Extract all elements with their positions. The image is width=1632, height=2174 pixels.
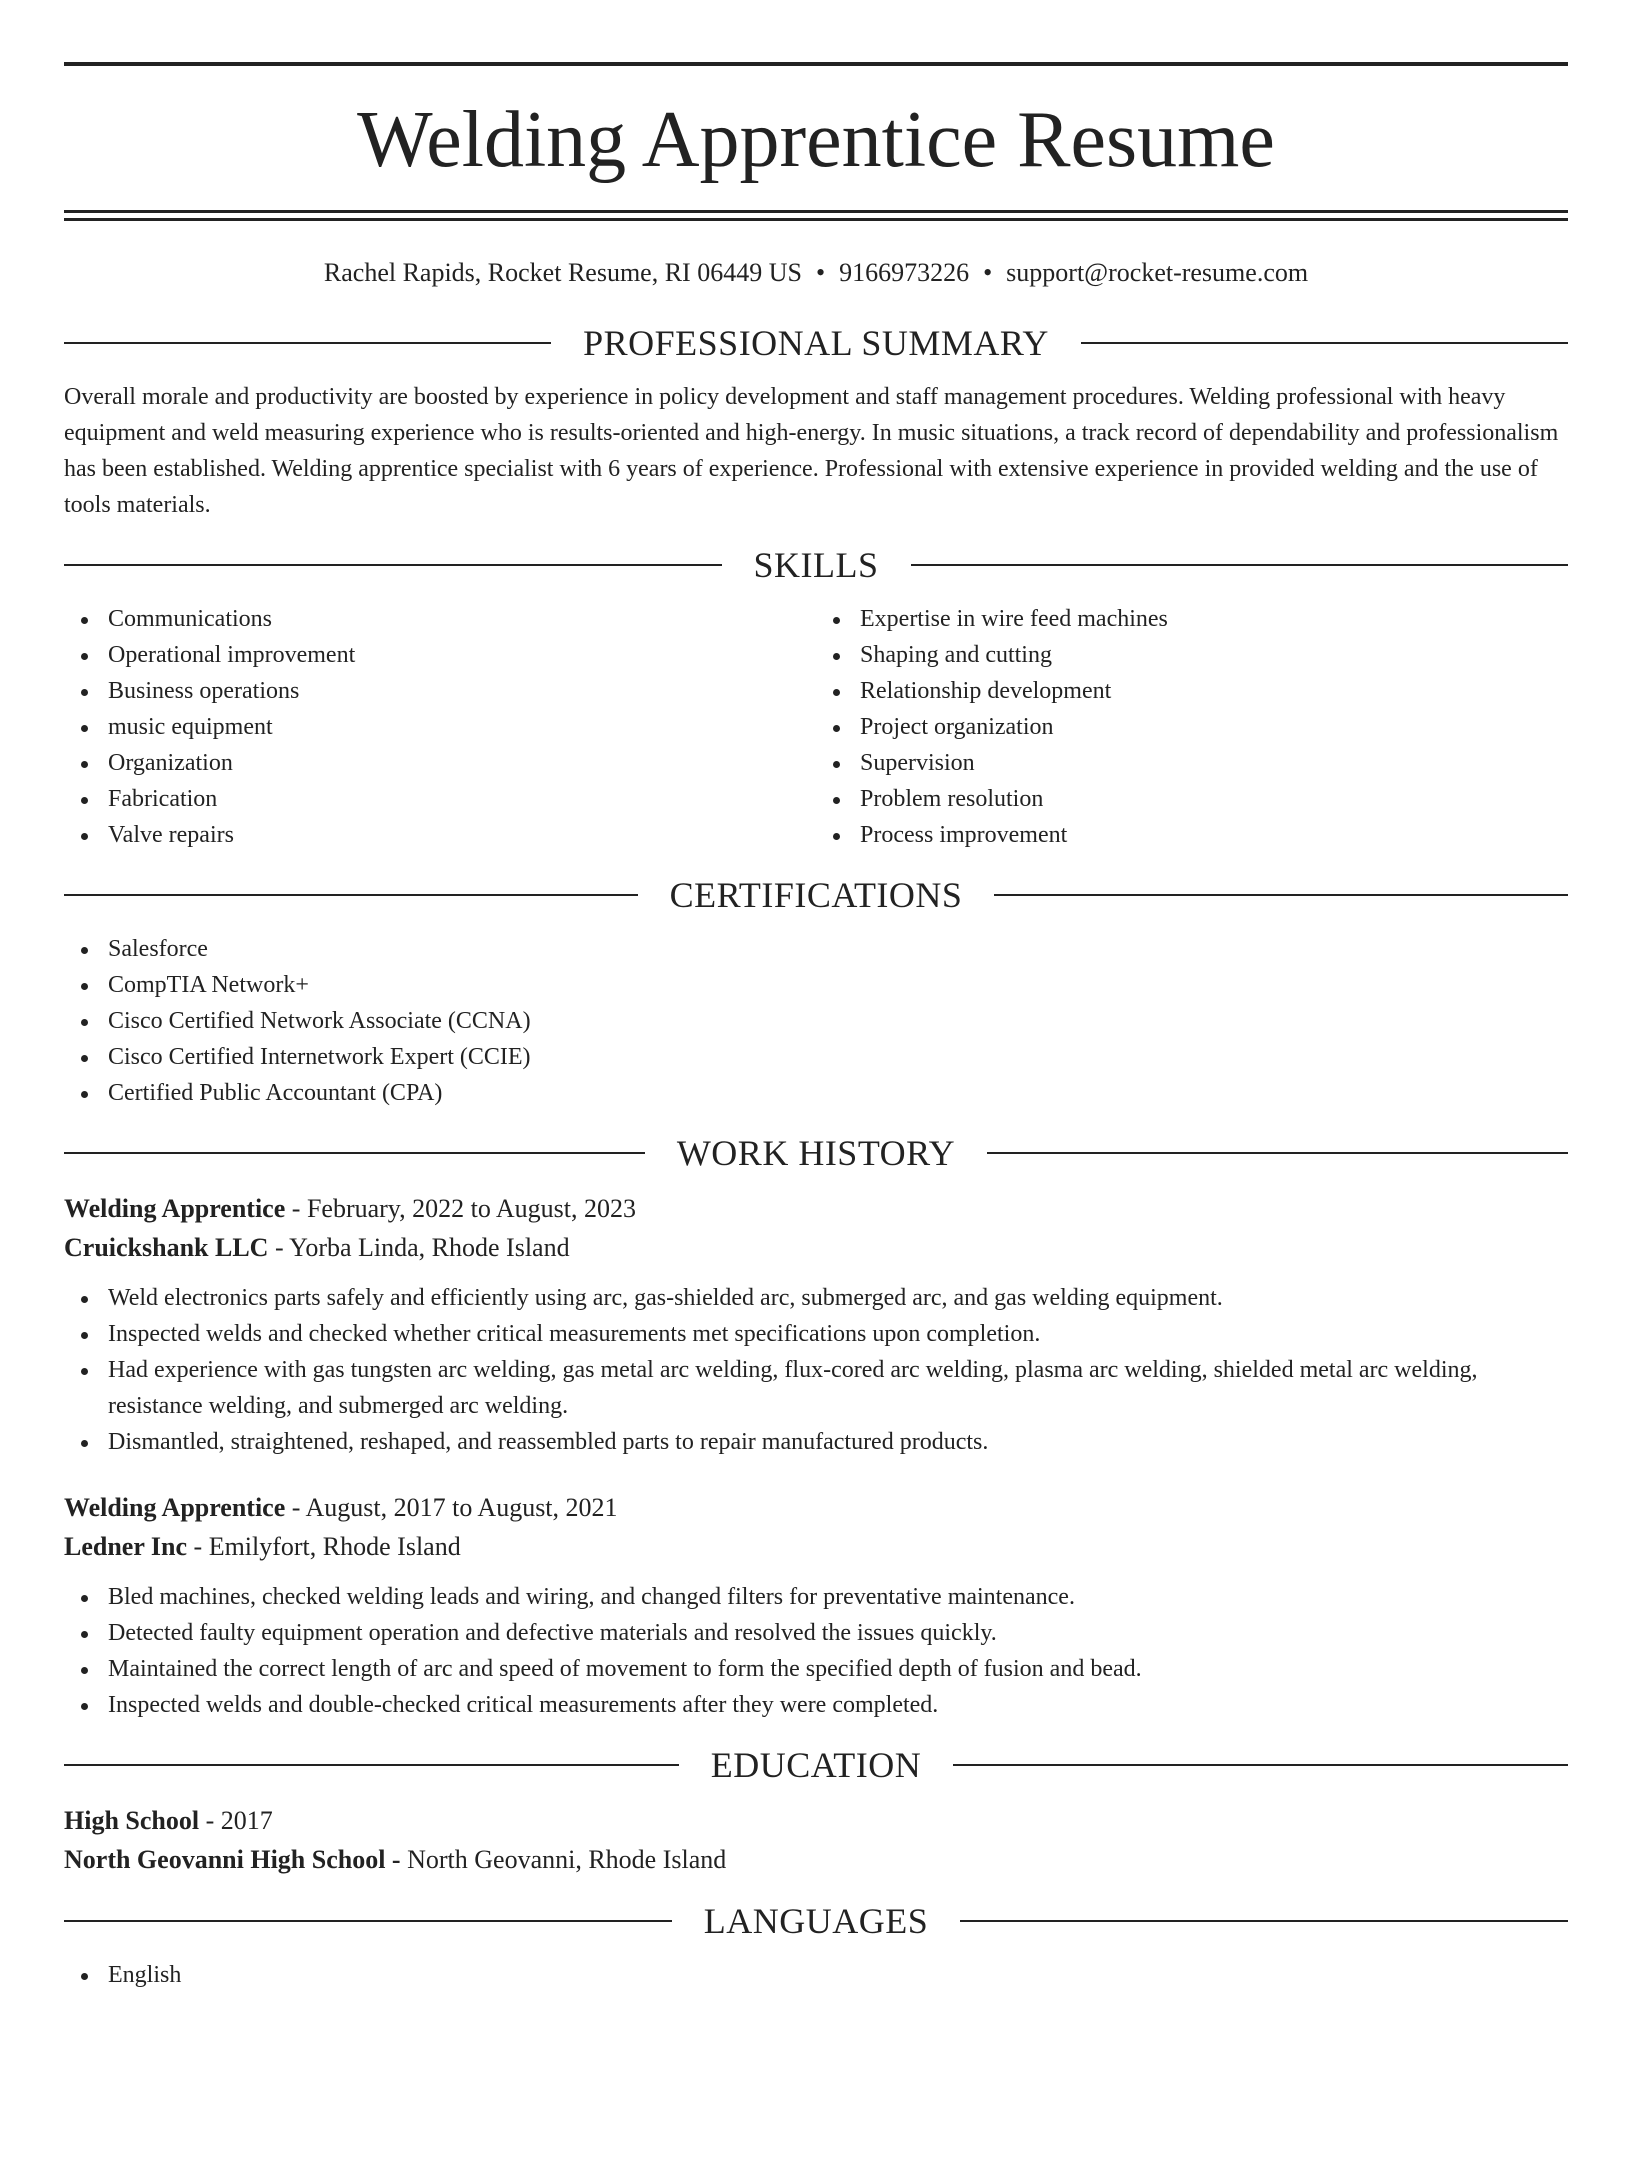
list-item: Inspected welds and checked whether critical measurements met specifications upon completion.: [64, 1316, 1568, 1352]
heading-rule: [911, 564, 1569, 566]
section-heading-education: [64, 1745, 1568, 1785]
section-title: CERTIFICATIONS: [669, 875, 963, 915]
list-item: Problem resolution: [816, 781, 1568, 817]
list-item: Process improvement: [816, 817, 1568, 853]
education-year: - 2017: [199, 1806, 273, 1835]
education-entry: [64, 1801, 1568, 1879]
section-heading-summary: [64, 323, 1568, 363]
education-degree: High School: [64, 1806, 200, 1835]
job-title: Welding Apprentice: [64, 1493, 286, 1522]
list-item: Organization: [64, 745, 816, 781]
job-dates: - August, 2017 to August, 2021: [285, 1493, 618, 1522]
heading-rule: [64, 564, 722, 566]
list-item: Project organization: [816, 709, 1568, 745]
list-item: Communications: [64, 601, 816, 637]
top-rule: [64, 62, 1568, 66]
list-item: Operational improvement: [64, 637, 816, 673]
resume-page: [0, 62, 1632, 2174]
education-school: North Geovanni High School -: [64, 1845, 401, 1874]
contact-email[interactable]: support@rocket-resume.com: [1006, 258, 1309, 287]
list-item: Maintained the correct length of arc and speed of movement to form the specified depth of fusion and bead.: [64, 1651, 1568, 1687]
list-item: Cisco Certified Internetwork Expert (CCIE): [64, 1039, 1568, 1075]
job-location: - Yorba Linda, Rhode Island: [268, 1233, 570, 1262]
list-item: Dismantled, straightened, reshaped, and reassembled parts to repair manufactured products.: [64, 1424, 1568, 1460]
list-item: music equipment: [64, 709, 816, 745]
list-item: Certified Public Accountant (CPA): [64, 1075, 1568, 1111]
list-item: Business operations: [64, 673, 816, 709]
section-title: EDUCATION: [710, 1745, 922, 1785]
contact-line: [64, 257, 1568, 289]
list-item: Weld electronics parts safely and efficiently using arc, gas-shielded arc, submerged arc, and gas welding equipment.: [64, 1280, 1568, 1316]
resume-title: Welding Apprentice Resume: [357, 96, 1275, 184]
education-location: North Geovanni, Rhode Island: [400, 1845, 727, 1874]
list-item: Valve repairs: [64, 817, 816, 853]
section-heading-languages: [64, 1901, 1568, 1941]
heading-rule: [953, 1764, 1568, 1766]
section-title: PROFESSIONAL SUMMARY: [583, 323, 1049, 363]
heading-rule: [987, 1152, 1568, 1154]
contact-separator: •: [983, 258, 993, 287]
skills-columns: [64, 601, 1568, 853]
section-heading-certifications: [64, 875, 1568, 915]
summary-text: Overall morale and productivity are boosted by experience in policy development and staff management procedures. Welding professional with heavy equipment and weld measuring experience who is results-oriented and high-energy. In music situations, a track record of dependability and professionalism has been established. Welding apprentice specialist with 6 years of experience. Professional with extensive experience in provided welding and the use of tools materials.: [64, 384, 1559, 518]
education-degree-line: [64, 1801, 1568, 1840]
list-item: Bled machines, checked welding leads and wiring, and changed filters for preventative maintenance.: [64, 1579, 1568, 1615]
contact-phone: 9166973226: [839, 258, 970, 287]
job-company-line: [64, 1228, 1568, 1267]
list-item: Cisco Certified Network Associate (CCNA): [64, 1003, 1568, 1039]
heading-rule: [64, 894, 638, 896]
heading-rule: [64, 1764, 679, 1766]
section-title: WORK HISTORY: [676, 1133, 956, 1173]
job-entry: [64, 1488, 1568, 1723]
job-title-line: [64, 1488, 1568, 1527]
job-company: Ledner Inc: [64, 1532, 188, 1561]
list-item: Salesforce: [64, 931, 1568, 967]
section-heading-work-history: [64, 1133, 1568, 1173]
list-item: English: [64, 1957, 1568, 1993]
list-item: Relationship development: [816, 673, 1568, 709]
skills-list-left: [64, 601, 816, 853]
job-location: - Emilyfort, Rhode Island: [187, 1532, 461, 1561]
list-item: Had experience with gas tungsten arc welding, gas metal arc welding, flux-cored arc welding, plasma arc welding, shielded metal arc welding, resistance welding, and submerged arc welding.: [64, 1352, 1568, 1424]
job-company: Cruickshank LLC: [64, 1233, 269, 1262]
languages-list: [64, 1957, 1568, 1993]
education-school-line: [64, 1840, 1568, 1879]
list-item: Fabrication: [64, 781, 816, 817]
skills-list-right: [816, 601, 1568, 853]
section-title: LANGUAGES: [703, 1901, 929, 1941]
list-item: Inspected welds and double-checked critical measurements after they were completed.: [64, 1687, 1568, 1723]
list-item: Detected faulty equipment operation and defective materials and resolved the issues quickly.: [64, 1615, 1568, 1651]
job-entry: [64, 1189, 1568, 1460]
heading-rule: [994, 894, 1568, 896]
heading-rule: [1081, 342, 1568, 344]
heading-rule: [64, 1152, 645, 1154]
heading-rule: [64, 342, 551, 344]
job-company-line: [64, 1527, 1568, 1566]
heading-rule: [64, 1920, 672, 1922]
job-bullets: [64, 1280, 1568, 1460]
title-double-rule: [64, 210, 1568, 221]
contact-address: Rachel Rapids, Rocket Resume, RI 06449 US: [323, 258, 802, 287]
list-item: Supervision: [816, 745, 1568, 781]
section-title: SKILLS: [753, 545, 879, 585]
heading-rule: [960, 1920, 1568, 1922]
list-item: Shaping and cutting: [816, 637, 1568, 673]
certifications-list: [64, 931, 1568, 1111]
job-bullets: [64, 1579, 1568, 1723]
section-heading-skills: [64, 545, 1568, 585]
job-title: Welding Apprentice: [64, 1194, 286, 1223]
job-title-line: [64, 1189, 1568, 1228]
contact-separator: •: [815, 258, 826, 287]
list-item: CompTIA Network+: [64, 967, 1568, 1003]
job-dates: - February, 2022 to August, 2023: [285, 1194, 637, 1223]
list-item: Expertise in wire feed machines: [816, 601, 1568, 637]
